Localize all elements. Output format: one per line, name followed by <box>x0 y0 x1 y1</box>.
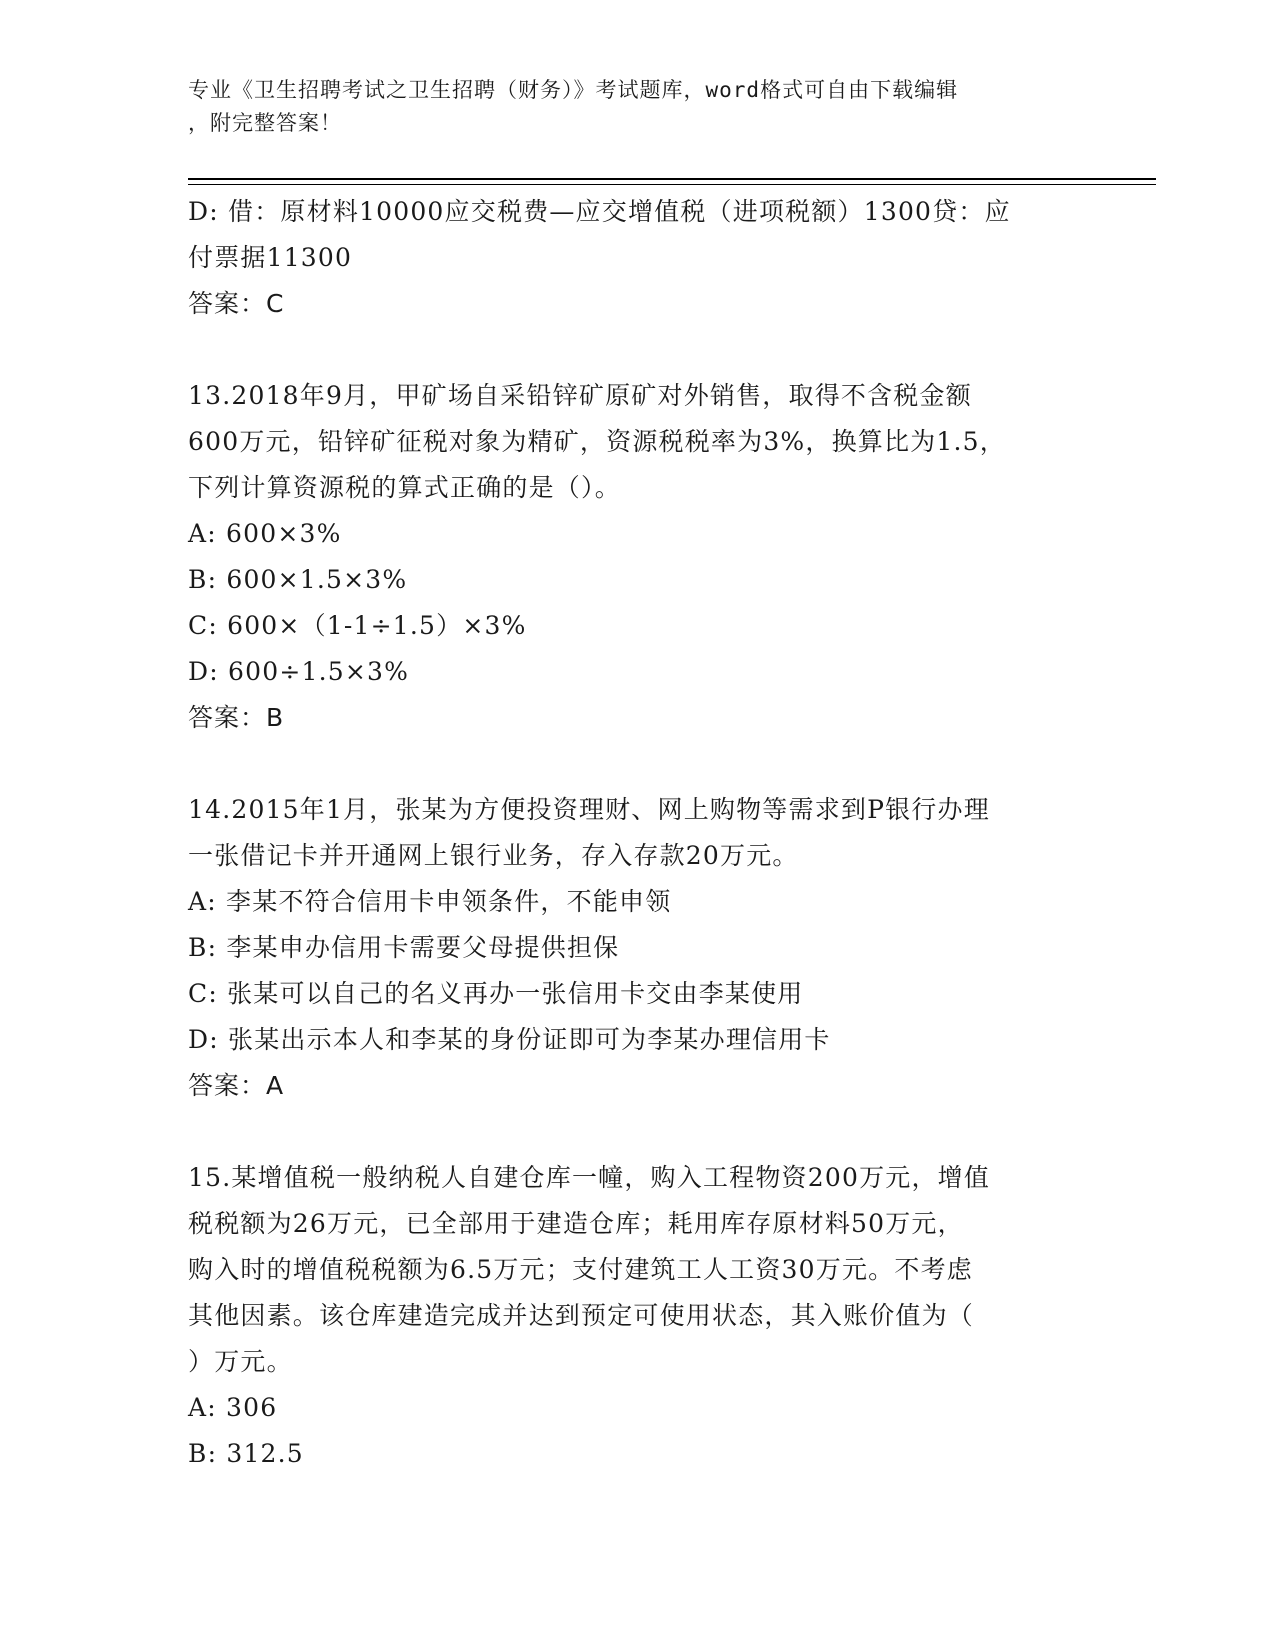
question-14 <box>188 787 1088 1109</box>
question-stem-line: 下列计算资源税的算式正确的是（）。 <box>188 473 621 502</box>
header-rule-thin <box>188 184 1156 185</box>
spacer <box>188 1109 1088 1155</box>
option-c: C: 600×（1-1÷1.5）×3% <box>188 611 527 640</box>
option-a: A: 306 <box>188 1393 278 1422</box>
option-a: A: 李某不符合信用卡申领条件，不能申领 <box>188 887 672 916</box>
option-a: A: 600×3% <box>188 519 342 548</box>
question-stem-line: 15.某增值税一般纳税人自建仓库一幢，购入工程物资200万元，增值 <box>188 1163 991 1192</box>
option-b: B: 600×1.5×3% <box>188 565 408 594</box>
answer-line: 答案：C <box>188 289 285 318</box>
spacer <box>188 741 1088 787</box>
question-15 <box>188 1155 1088 1477</box>
option-d-line-2: 付票据11300 <box>188 243 353 272</box>
option-b: B: 李某申办信用卡需要父母提供担保 <box>188 933 620 962</box>
option-c: C: 张某可以自己的名义再办一张信用卡交由李某使用 <box>188 979 804 1008</box>
header-line-1: 专业《卫生招聘考试之卫生招聘（财务）》考试题库，word格式可自由下载编辑 <box>188 78 959 102</box>
question-stem-line: 购入时的增值税税额为6.5万元；支付建筑工人工资30万元。不考虑 <box>188 1255 973 1284</box>
prev-question-tail <box>188 189 1088 327</box>
question-stem-line: 税税额为26万元，已全部用于建造仓库；耗用库存原材料50万元， <box>188 1209 964 1238</box>
option-d: D: 张某出示本人和李某的身份证即可为李某办理信用卡 <box>188 1025 831 1054</box>
header-line-2: ，附完整答案！ <box>188 111 342 135</box>
question-stem-line: 其他因素。该仓库建造完成并达到预定可使用状态，其入账价值为（ <box>188 1301 975 1330</box>
option-d: D: 600÷1.5×3% <box>188 657 410 686</box>
question-stem-line: 600万元，铅锌矿征税对象为精矿，资源税税率为3%，换算比为1.5， <box>188 427 1006 456</box>
document-body <box>188 189 1088 1477</box>
spacer <box>188 327 1088 373</box>
page-header <box>188 74 1088 140</box>
question-stem-line: 13.2018年9月，甲矿场自采铅锌矿原矿对外销售，取得不含税金额 <box>188 381 972 410</box>
question-stem-line: 14.2015年1月，张某为方便投资理财、网上购物等需求到P银行办理 <box>188 795 990 824</box>
answer-line: 答案：B <box>188 703 285 732</box>
option-b: B: 312.5 <box>188 1439 304 1468</box>
answer-line: 答案：A <box>188 1071 285 1100</box>
option-d-line-1: D: 借：原材料10000应交税费—应交增值税（进项税额）1300贷：应 <box>188 197 1011 226</box>
question-13 <box>188 373 1088 741</box>
header-rule-thick <box>188 178 1156 180</box>
question-stem-line: ）万元。 <box>188 1347 293 1376</box>
question-stem-line: 一张借记卡并开通网上银行业务，存入存款20万元。 <box>188 841 799 870</box>
